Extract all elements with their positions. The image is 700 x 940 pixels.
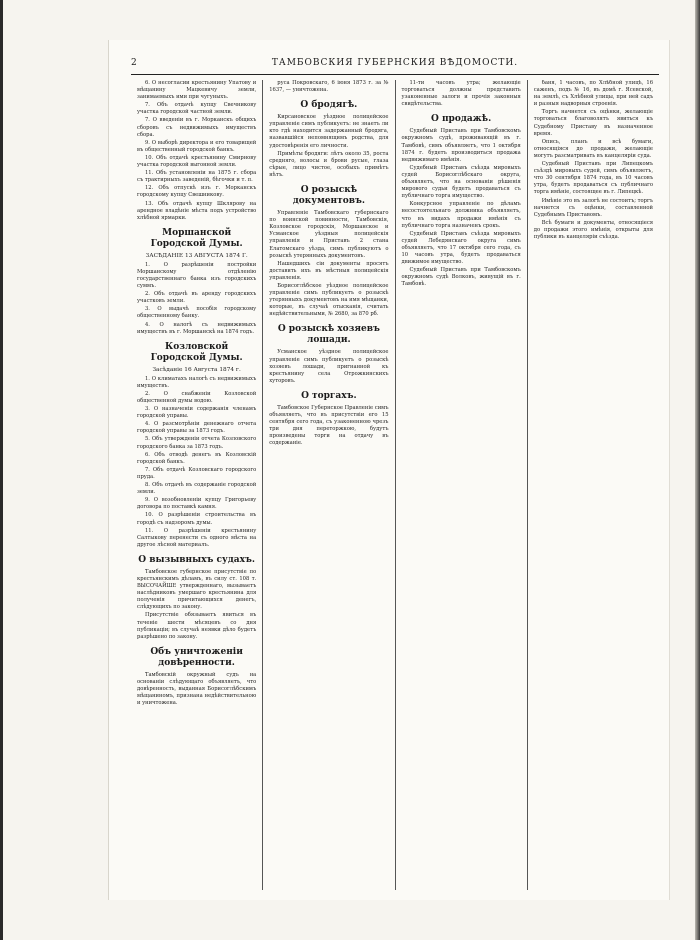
paragraph: 1. О разрѣшеніи постройки Моршанскому отдѣленію государственнаго банка изъ городскихъ суммъ. — [137, 261, 257, 290]
newspaper-sheet — [108, 40, 670, 900]
paragraph: 3. О выдачѣ пособія городскому общественному банку. — [137, 306, 257, 320]
paragraph: Примѣты бродяги: лѣтъ около 35, роста средняго, волосы и брови русые, глаза сѣрые, лицо чистое, особыхъ примѣтъ нѣтъ. — [269, 150, 389, 178]
paragraph: 7. Объ отдачѣ купцу Свечникову участка городской частной земли. — [137, 102, 257, 116]
page-header — [131, 58, 659, 72]
paragraph: 10. Объ отдачѣ крестьянину Смирнову участка городской выгонной земли. — [137, 154, 257, 169]
paragraph: 11. О разрѣшеніи крестьянину Салтыкову перенести съ одного мѣста на другое лѣсной материалъ. — [137, 527, 257, 548]
newspaper-title: ТАМБОВСКИЯ ГУБЕРНСКИЯ ВѢДОМОСТИ. — [271, 58, 519, 68]
paragraph: Тамбовское губернское присутствіе по крестьянскимъ дѣламъ, въ силу ст. 108 т. ВЫСОЧАЙШЕ утвержденнаго, вызываетъ наслѣдниковъ умершаго крестьянина для полученія причитающихся денегъ, слѣдующихъ по закону. — [137, 568, 257, 611]
paragraph: Управленіе Тамбовскаго губернскаго по воинской повинности, Тамбовскія, Козловское городскія, Моршанское и Усманское уѣздныя полицейскія управленія и Приставъ 2 стана Елатомскаго уѣзда, симъ публикуютъ о розыскѣ утерянныхъ документовъ. — [269, 210, 389, 259]
section-subheading: Засѣданіе 16 Августа 1874 г. — [152, 366, 241, 373]
binding-edge — [0, 0, 3, 940]
paragraph: Присутствіе обязываетъ явиться въ теченіе шести мѣсяцевъ со дня публикаціи; въ случаѣ неявки дѣло будетъ разрѣшено по закону. — [137, 612, 257, 640]
column-3 — [396, 80, 528, 890]
paragraph: 13. Объ отдачѣ купцу Шклярову на арендное владѣніе мѣста подъ устройство хлѣбной ярмарки. — [137, 200, 257, 221]
paragraph: Судебный Приставъ при Тамбовскомъ окружномъ судѣ, проживающій въ г. Тамбовѣ, симъ объявляетъ, что 1 октября 1874 г. будетъ производиться продажа недвижимаго имѣнія. — [401, 128, 521, 163]
section-heading: О продажѣ. — [431, 114, 492, 125]
paragraph: 2. О снабженіи Козловской общественной думы водою. — [137, 390, 257, 404]
paragraph: Судебный Приставъ при Липецкомъ съѣздѣ мировыхъ судей, симъ объявляетъ, что 30 сентября 1874 года, въ 10 часовъ утра, будетъ продаваться съ публичнаго торга имѣніе, состоящее въ г. Липецкѣ. — [533, 161, 653, 196]
paragraph: Всѣ бумаги и документы, относящіеся до продажи этого имѣнія, открыты для публики въ канцеляріи съѣзда. — [533, 219, 653, 240]
paragraph: 11-ти часовъ утра; желающіе торговаться должны представить узаконенные залоги и прочія законныя свидѣтельства. — [401, 80, 521, 108]
column-1 — [131, 80, 263, 890]
column-4 — [528, 80, 659, 890]
page-number: 2 — [131, 58, 138, 68]
paragraph: 1. О климатахъ налогѣ съ недвижимыхъ имуществъ. — [137, 375, 257, 389]
paragraph: 11. Объ установленіи на 1875 г. сбора съ трактирныхъ заведеній, бѣгочки и т. п. — [137, 170, 257, 184]
paragraph: 7. О введеніи въ г. Морканскъ общихъ сборовъ съ недвижимыхъ имуществъ сбора. — [137, 117, 257, 138]
section-heading: О торгахъ. — [301, 390, 357, 401]
paragraph: Судебный Приставъ съѣзда мировыхъ судей Лебедянскаго округа симъ объявляетъ, что 17 октября сего года, съ 10 часовъ утра, будетъ продаваться движимое имущество. — [401, 230, 521, 266]
paragraph: Кирсановское уѣздное полицейское управленіе симъ публикуетъ: не знаетъ ли кто гдѣ находится задержанный бродяга, назвавшійся непомнящимъ родства, для удостовѣренія его личности. — [269, 114, 389, 149]
paragraph: 10. О разрѣшеніи строительства въ городѣ съ надзоромъ думы. — [137, 512, 257, 526]
paragraph: 12. Объ отпускѣ изъ г. Морканскъ городскому купцу Свешникову. — [137, 185, 257, 199]
paragraph: 9. О выборѣ директора и его товарищей въ общественный городской банкъ. — [137, 139, 257, 153]
column-2 — [263, 80, 395, 890]
paragraph: Тамбовскій окружный судъ на основаніи слѣдующаго объявляетъ, что довѣренность, выданная Борисоглѣбскимъ мѣщаниномъ, признана недѣйствительною и уничтожена. — [137, 671, 257, 707]
paragraph: Усманское уѣздное полицейское управленіе симъ публикуетъ о розыскѣ хозяевъ лошади, пригнанной къ крестьянину села Отрожкинскихъ хуторовъ. — [269, 349, 389, 384]
paragraph: Тамбовское Губернское Правленіе симъ объявляетъ, что въ присутствіи его 15 сентября сего года, съ узаконенною чрезъ три дня переторжкою, будутъ произведены торги на отдачу въ содержаніе. — [269, 404, 389, 447]
paragraph: 3. О назначеніи содержанія членамъ городской управы. — [137, 406, 257, 420]
paragraph: 2. Объ отдачѣ въ аренду городскихъ участковъ земли. — [137, 291, 257, 305]
paragraph: Конкурсное управленіе по дѣламъ несостоятельнаго должника объявляетъ, что въ видахъ продажи имѣнія съ публичнаго торга назначенъ срокъ. — [401, 201, 521, 229]
paragraph: 9. О возобновленіи купцу Григорьеву договора по поставкѣ камня. — [137, 497, 257, 511]
paragraph: 4. О налогѣ съ недвижимыхъ имуществъ въ г. Моршанскѣ на 1874 годъ. — [137, 321, 257, 335]
section-subheading: ЗАСѢДАНІЕ 13 АВГУСТА 1874 Г. — [145, 252, 248, 259]
section-heading: О розыскѣ хозяевъ лошади. — [277, 324, 380, 346]
paragraph: 7. Объ отдачѣ Козловскаго городского пруда. — [137, 466, 257, 480]
paragraph: Судебный Приставъ при Тамбовскомъ окружномъ судѣ Волковъ, живущій въ г. Тамбовѣ. — [401, 267, 521, 288]
paragraph: 6. О несогласии крестьянину Упатову и мѣщанину Мацкевичу земли, занимаемыхъ ими при чугуныхъ. — [137, 80, 257, 101]
paragraph: Торгъ начнется съ оцѣнки, желающіе торговаться благоволятъ явиться къ Судебному Приставу въ назначенное время. — [533, 109, 653, 137]
section-heading: Объ уничтоженіи довѣренности. — [150, 646, 243, 668]
paragraph: Имѣніе это въ залогѣ не состоитъ; торгъ начнется съ оцѣнки, составленной Судебнымъ Приставомъ. — [533, 197, 653, 218]
paragraph: Борисоглѣбское уѣздное полицейское управленіе симъ публикуетъ о розыскѣ утерянныхъ документовъ на имя мѣщанки, которые, въ случаѣ отысканія, считать недѣйствительными, № 2680, за 870 рб. — [269, 282, 389, 318]
paragraph: 6. Объ отводѣ денегъ въ Козловскій городской банкъ. — [137, 451, 257, 465]
paragraph: Опись, планъ и всѣ бумаги, относящіяся до продажи, желающіе могутъ разсматривать въ канцеляріи суда. — [533, 138, 653, 159]
section-heading: О розыскѣ документовъ. — [292, 185, 365, 207]
paragraph: 5. Объ утвержденіи отчета Козловского городского банка за 1873 годъ. — [137, 436, 257, 450]
page-edge — [695, 0, 700, 940]
paragraph: 4. О разсмотрѣніи денежнаго отчета городской управы за 1873 годъ. — [137, 421, 257, 435]
header-rule — [131, 74, 659, 75]
paragraph: 8. Объ отдачѣ въ содержаніе городской земли. — [137, 482, 257, 496]
section-heading: Моршанской Городской Думы. — [150, 227, 243, 249]
paragraph: руса Покровскаго, 6 іюня 1873 г. за № 1637, — уничтожена. — [269, 80, 389, 94]
columns — [131, 80, 659, 890]
section-heading: Козловской Городской Думы. — [150, 341, 243, 363]
paragraph: Нашедшихъ сіи документы просятъ доставить ихъ въ мѣстныя полицейскія управленія. — [269, 260, 389, 281]
section-heading: О бродягѣ. — [300, 100, 358, 111]
paragraph: баня, 1 часовъ, по Хлѣбной улицѣ, 16 саженъ, подъ № 16, въ домѣ г. Ясевской, на землѣ, съ Хлѣбной улицы, при ней садъ и разныя надворныя строенія. — [533, 80, 653, 108]
paragraph: Судебный Приставъ съѣзда мировыхъ судей Борисоглѣбскаго округа, объявляетъ, что на основаніи рѣшенія мирового судьи будетъ продаваться съ публичнаго торга имущество. — [401, 164, 521, 200]
section-heading: О вызывныхъ судахъ. — [138, 554, 255, 565]
